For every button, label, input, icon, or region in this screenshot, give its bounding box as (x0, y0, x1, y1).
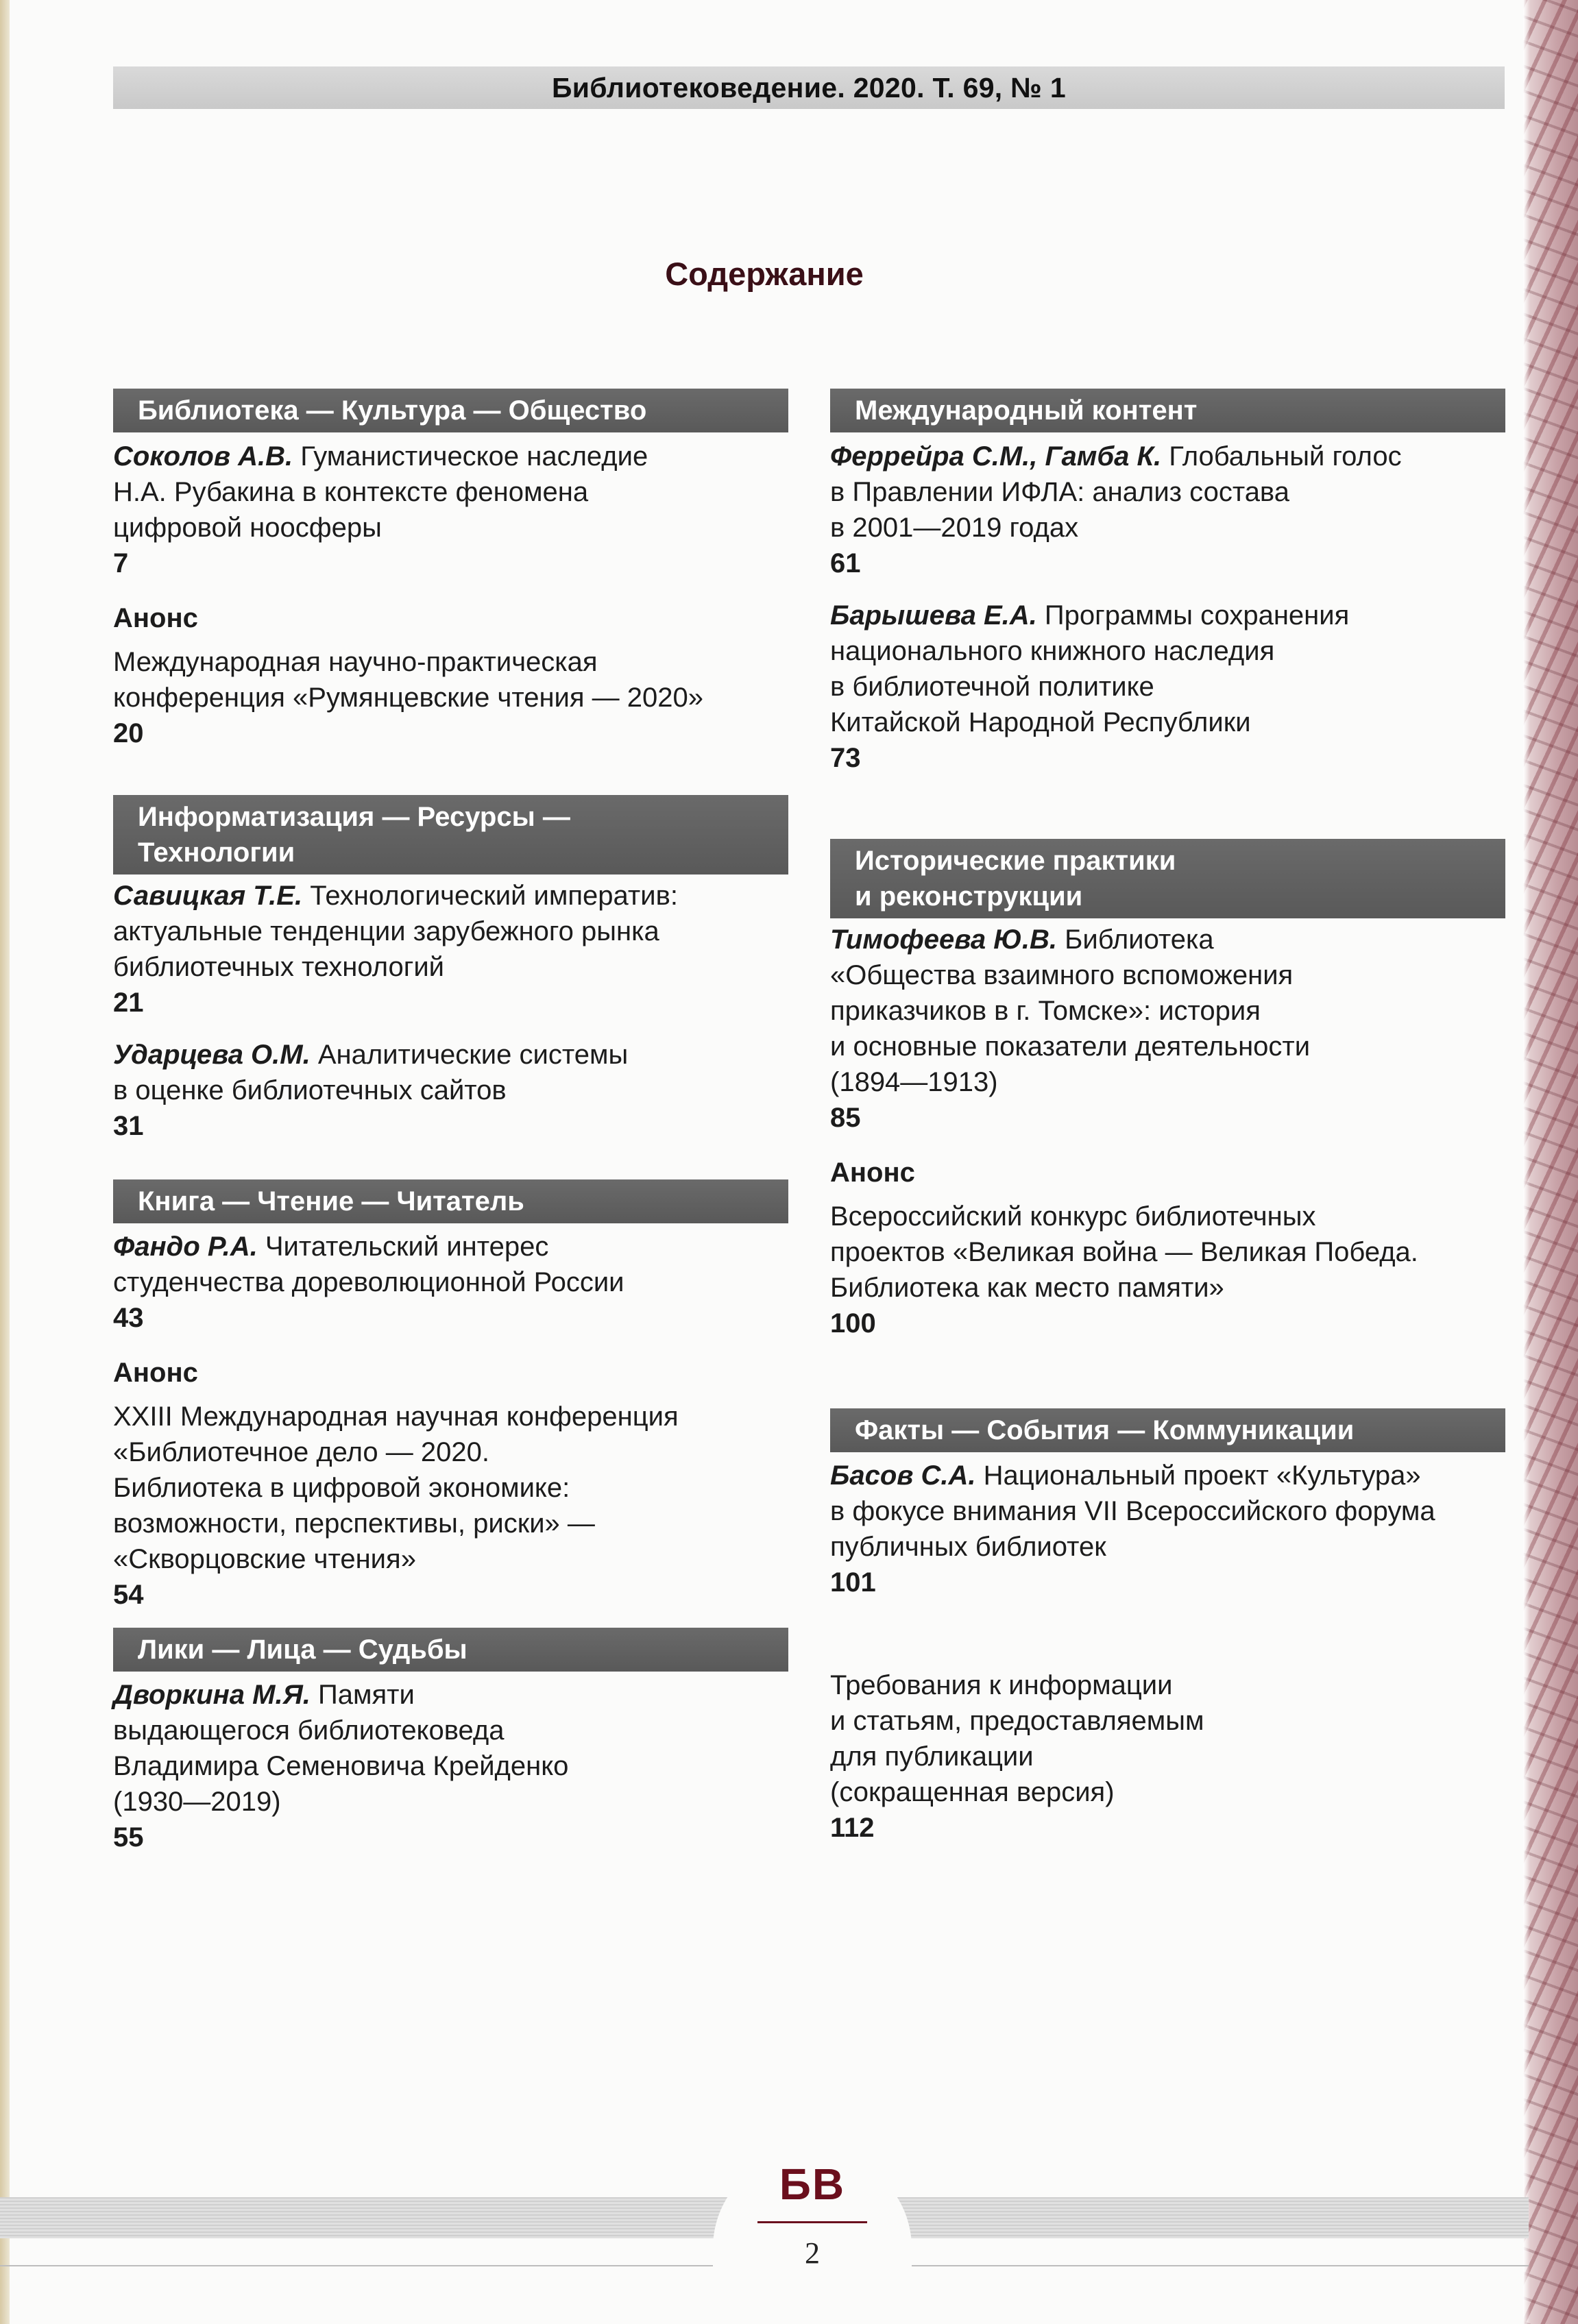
section-heading: Информатизация — Ресурсы — Технологии (113, 795, 788, 874)
toc-column-left (113, 389, 788, 1855)
toc-entry (830, 598, 1505, 776)
entry-author: Дворкина М.Я. (113, 1680, 311, 1710)
entry-page: 54 (113, 1580, 144, 1610)
entry-page: 21 (113, 988, 144, 1018)
toc-entry (113, 1037, 788, 1144)
toc-entry (830, 1155, 1505, 1341)
entry-page: 101 (830, 1567, 876, 1598)
entry-label: Анонс (830, 1158, 915, 1188)
entry-title: Читательский интерес студенчества дореволюционной России (113, 1232, 624, 1297)
running-head-text: Библиотековедение. 2020. Т. 69, № 1 (552, 71, 1066, 103)
entry-page: 61 (830, 548, 861, 578)
toc-entry (113, 1229, 788, 1336)
toc-entry (113, 1355, 788, 1613)
entry-page: 31 (113, 1111, 144, 1141)
toc-section (830, 839, 1505, 1341)
entry-title: Международная научно-практическая конференция «Румянцевские чтения — 2020» (113, 647, 703, 713)
entry-author: Фандо Р.А. (113, 1232, 258, 1262)
entry-title: Технологический императив: актуальные тенденции зарубежного рынка библиотечных технологий (113, 881, 678, 982)
entry-author: Тимофеева Ю.В. (830, 925, 1058, 955)
toc-section (113, 1628, 788, 1855)
entry-author: Басов С.А. (830, 1460, 976, 1491)
right-cover-edge (1523, 0, 1578, 2324)
entry-author: Ударцева О.М. (113, 1040, 311, 1070)
entry-page: 7 (113, 548, 129, 578)
entry-title: Глобальный голос в Правлении ИФЛА: анализ состава в 2001—2019 годах (830, 441, 1402, 543)
running-head (113, 66, 1505, 109)
section-heading: Международный контент (830, 389, 1505, 432)
toc-section (830, 389, 1505, 776)
entry-label: Анонс (113, 603, 198, 633)
toc-title: Содержание (665, 256, 864, 292)
toc-section (830, 1667, 1505, 1846)
toc-section (113, 795, 788, 1144)
toc-entry (830, 1667, 1505, 1846)
toc-entry (113, 1677, 788, 1855)
toc-section (113, 1179, 788, 1613)
entry-title: Требования к информации и статьям, предоставляемым для публикации (сокращенная версия) (830, 1670, 1204, 1807)
section-heading: Книга — Чтение — Читатель (113, 1179, 788, 1223)
toc-entry (113, 878, 788, 1020)
left-page-edge (0, 0, 10, 2324)
entry-page: 100 (830, 1308, 876, 1338)
entry-page: 112 (830, 1813, 875, 1843)
section-heading: Библиотека — Культура — Общество (113, 389, 788, 432)
entry-title: Программы сохранения национального книжного наследия в библиотечной политике Китайской Народной Республики (830, 600, 1350, 737)
entry-author: Савицкая Т.Е. (113, 881, 303, 911)
toc-entry (113, 600, 788, 751)
entry-author: Феррейра С.М., Гамба К. (830, 441, 1162, 472)
entry-label: Анонс (113, 1358, 198, 1388)
toc-column-right (830, 389, 1505, 1846)
entry-title: XXIII Международная научная конференция «Библиотечное дело — 2020. Библиотека в цифровой экономике: возможности, перспективы, риски» — «Скворцовские чтения» (113, 1402, 679, 1574)
entry-page: 43 (113, 1303, 144, 1333)
entry-author: Барышева Е.А. (830, 600, 1037, 631)
section-heading: Факты — События — Коммуникации (830, 1408, 1505, 1452)
toc-section (113, 389, 788, 751)
toc-entry (830, 439, 1505, 581)
section-heading: Исторические практики и реконструкции (830, 839, 1505, 918)
entry-title: Библиотека «Общества взаимного вспоможения приказчиков в г. Томске»: история и основные показатели деятельности (1894—1913) (830, 925, 1311, 1097)
entry-author: Соколов А.В. (113, 441, 293, 472)
toc-entry (830, 1458, 1505, 1600)
entry-title: Гуманистическое наследие Н.А. Рубакина в контексте феномена цифровой ноосферы (113, 441, 648, 543)
toc-entry (830, 922, 1505, 1136)
entry-title: Аналитические системы в оценке библиотечных сайтов (113, 1040, 629, 1105)
section-heading: Лики — Лица — Судьбы (113, 1628, 788, 1672)
entry-page: 20 (113, 718, 144, 748)
entry-page: 85 (830, 1103, 861, 1133)
journal-logo: БВ (779, 2160, 846, 2209)
entry-title: Всероссийский конкурс библиотечных проектов «Великая война — Великая Победа. Библиотека как место памяти» (830, 1201, 1418, 1303)
entry-title: Памяти выдающегося библиотековеда Владимира Семеновича Крейденко (1930—2019) (113, 1680, 569, 1817)
logo-underline (757, 2221, 867, 2223)
toc-section (830, 1408, 1505, 1600)
toc-entry (113, 439, 788, 581)
page-number: 2 (805, 2236, 820, 2270)
entry-page: 73 (830, 743, 861, 773)
entry-title: Национальный проект «Культура» в фокусе внимания VII Всероссийского форума публичных библиотек (830, 1460, 1435, 1562)
entry-page: 55 (113, 1822, 144, 1852)
